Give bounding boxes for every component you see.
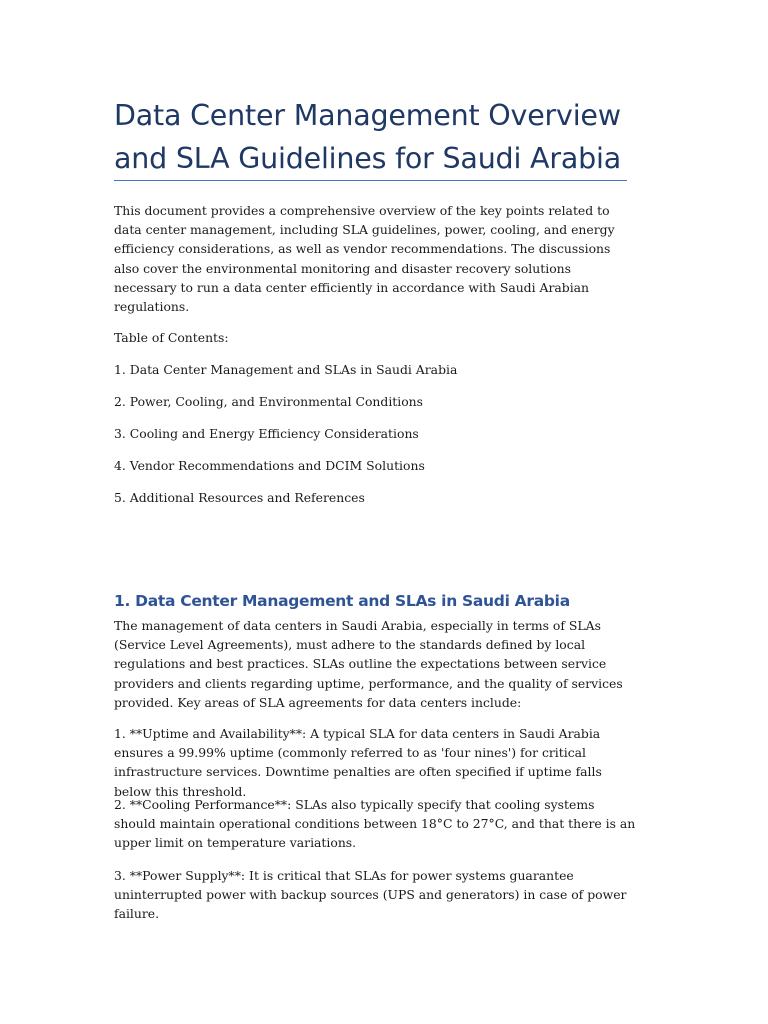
intro-paragraph: This document provides a comprehensive overview of the key points related to data center management, including SLA guidelines, power, cooling, and energy efficiency considerations, as well as vendor recommendations. The discussions also cover the environmental monitoring and disaster recovery solutions necessary to run a data center efficiently in accordance with Saudi Arabian regulations.	[114, 203, 615, 315]
toc-item-2: 2. Power, Cooling, and Environmental Conditions	[114, 394, 424, 409]
title-underline-rule	[114, 180, 627, 181]
section-1-paragraph-uptime: 1. **Uptime and Availability**: A typical SLA for data centers in Saudi Arabia ensures a 99.99% uptime (commonly referred to as 'four nines') for critical infrastructure services. Downtime penalties are often specified if uptime falls below this threshold.	[114, 726, 602, 799]
toc-heading: Table of Contents:	[114, 330, 229, 345]
toc-item-3: 3. Cooling and Energy Efficiency Considerations	[114, 426, 419, 441]
toc-item-5: 5. Additional Resources and References	[114, 490, 365, 505]
section-1-paragraph-1: The management of data centers in Saudi Arabia, especially in terms of SLAs (Service Level Agreements), must adhere to the standards defined by local regulations and best practices. SLAs outline the expectations between service providers and clients regarding uptime, performance, and the quality of services provided. Key areas of SLA agreements for data centers include:	[114, 618, 623, 710]
section-1-paragraph-power: 3. **Power Supply**: It is critical that SLAs for power systems guarantee uninterrupted power with backup sources (UPS and generators) in case of power failure.	[114, 868, 627, 922]
toc-item-4: 4. Vendor Recommendations and DCIM Solutions	[114, 458, 425, 473]
document-title: Data Center Management Overview and SLA Guidelines for Saudi Arabia	[114, 99, 621, 175]
section-1-paragraph-cooling: 2. **Cooling Performance**: SLAs also typically specify that cooling systems should maintain operational conditions between 18°C to 27°C, and that there is an upper limit on temperature variations.	[114, 797, 636, 851]
toc-item-1: 1. Data Center Management and SLAs in Saudi Arabia	[114, 362, 458, 377]
section-1-heading: 1. Data Center Management and SLAs in Saudi Arabia	[114, 592, 570, 610]
